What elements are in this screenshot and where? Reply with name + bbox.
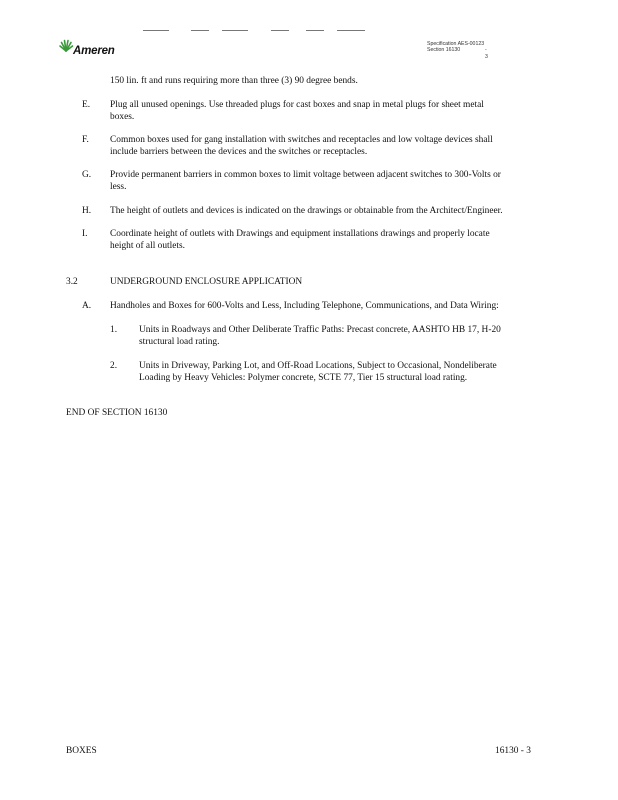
item-label: F. — [82, 135, 89, 145]
subitem-text-line: Loading by Heavy Vehicles: Polymer concrete, SCTE 77, Tier 15 structural load rating. — [139, 372, 468, 383]
spec-page: - 3 — [485, 47, 488, 60]
subitem-text-line: structural load rating. — [139, 336, 220, 347]
footer-page-number: 16130 - 3 — [495, 746, 531, 756]
continuation-text: 150 lin. ft and runs requiring more than three (3) 90 degree bends. — [110, 76, 358, 86]
item-text-line: height of all outlets. — [110, 240, 185, 251]
subitem-label: 1. — [110, 325, 118, 335]
ameren-logo — [58, 39, 128, 61]
footer-title: BOXES — [66, 746, 97, 756]
item-text-line: Plug all unused openings. Use threaded plugs for cast boxes and snap in metal plugs for sheet metal — [110, 100, 484, 110]
subsection-text: Handholes and Boxes for 600-Volts and Less, Including Telephone, Communications, and Data Wiring: — [110, 301, 499, 311]
spec-section: Section 16130 — [427, 47, 461, 54]
item-text-line: include barriers between the devices and the switches or receptacles. — [110, 146, 368, 157]
sunburst-icon — [58, 39, 74, 55]
item-label: H. — [82, 206, 92, 216]
end-of-section: END OF SECTION 16130 — [66, 408, 168, 418]
subitem-label: 2. — [110, 361, 118, 371]
item-label: E. — [82, 100, 91, 110]
section-number: 3.2 — [66, 277, 78, 287]
item-text-line: Coordinate height of outlets with Drawings and equipment installations drawings and properly locate — [110, 229, 490, 239]
item-text-line: boxes. — [110, 111, 135, 122]
subitem-text-line: Units in Driveway, Parking Lot, and Off-Road Locations, Subject to Occasional, Nondeliberate — [139, 361, 497, 371]
subsection-label: A. — [82, 301, 92, 311]
logo-wordmark: Ameren — [73, 45, 115, 57]
subitem-text-line: Units in Roadways and Other Deliberate Traffic Paths: Precast concrete, AASHTO HB 17, H-20 — [139, 325, 501, 335]
item-text-line: Common boxes used for gang installation with switches and receptacles and low voltage devices shall — [110, 135, 493, 145]
spec-number: Specification AES-00123 — [427, 41, 485, 47]
section-title: UNDERGROUND ENCLOSURE APPLICATION — [110, 277, 303, 287]
item-label: I. — [82, 229, 88, 239]
item-text-line: Provide permanent barriers in common boxes to limit voltage between adjacent switches to 300-Volts or — [110, 170, 501, 180]
item-text-line: less. — [110, 181, 127, 192]
spec-reference — [427, 41, 488, 60]
item-text-line: The height of outlets and devices is indicated on the drawings or obtainable from the Architect/Engineer. — [110, 206, 503, 216]
item-label: G. — [82, 170, 92, 180]
